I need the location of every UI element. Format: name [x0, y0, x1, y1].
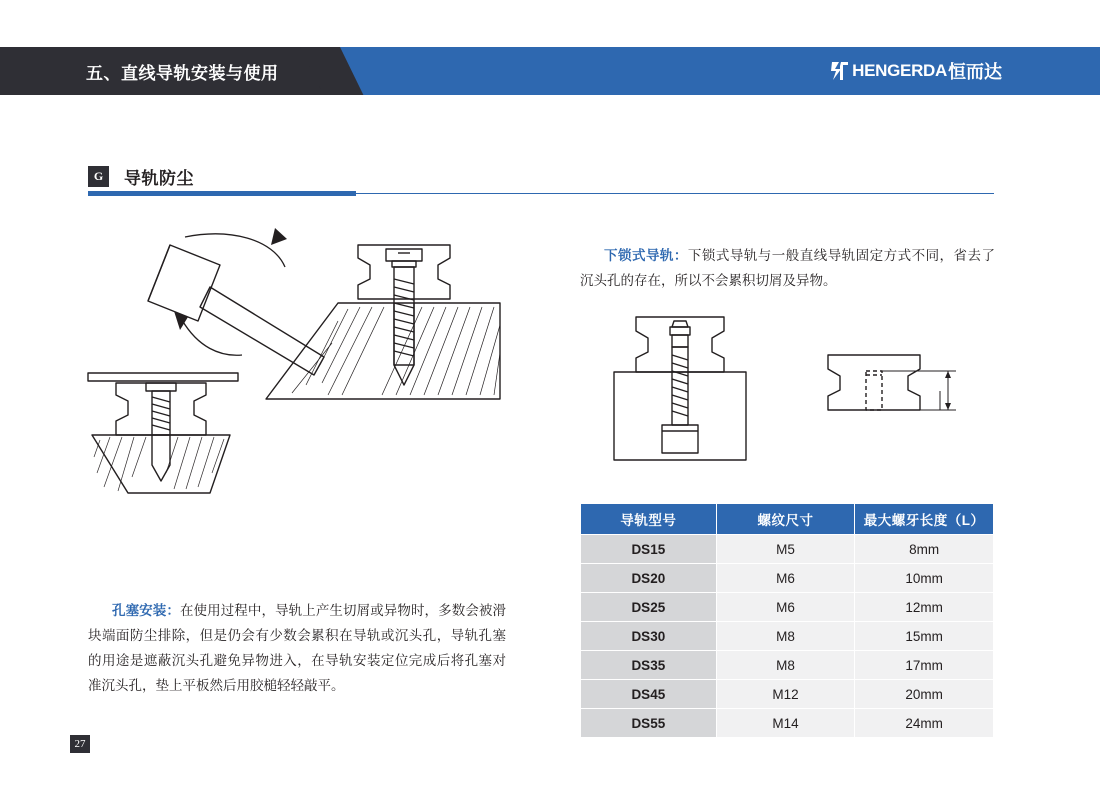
cell-length: 15mm	[855, 622, 994, 651]
cell-thread: M8	[716, 622, 855, 651]
cell-model: DS55	[581, 709, 717, 738]
cell-thread: M6	[716, 564, 855, 593]
bottom-lock-paragraph	[580, 243, 995, 293]
cell-model: DS45	[581, 680, 717, 709]
logo-text-cn: 恒而达	[948, 62, 1002, 82]
cell-model: DS35	[581, 651, 717, 680]
table-header-length: 最大螺牙长度（L）	[855, 504, 994, 535]
hammer-and-plug-installation-diagram	[70, 225, 550, 520]
cell-length: 24mm	[855, 709, 994, 738]
section-heading	[88, 164, 194, 189]
table-row	[581, 622, 994, 651]
plug-installation-paragraph-lead: 孔塞安装：	[112, 603, 180, 618]
table-row	[581, 651, 994, 680]
cell-thread: M12	[716, 680, 855, 709]
chapter-title: 五、直线导轨安装与使用	[86, 64, 279, 83]
brand-logo	[830, 58, 1002, 84]
cell-thread: M5	[716, 535, 855, 564]
cell-length: 8mm	[855, 535, 994, 564]
table-row	[581, 680, 994, 709]
rail-thread-spec-table	[580, 503, 994, 738]
table-row	[581, 593, 994, 622]
page-header	[0, 47, 1100, 95]
cell-model: DS25	[581, 593, 717, 622]
hengerda-logo-icon	[830, 60, 850, 82]
cell-length: 10mm	[855, 564, 994, 593]
section-badge: G	[88, 166, 109, 187]
thread-length-dimension-diagram	[820, 335, 970, 460]
cell-model: DS20	[581, 564, 717, 593]
plug-installation-paragraph	[88, 598, 506, 698]
section-rule-thick	[88, 191, 356, 196]
cell-length: 20mm	[855, 680, 994, 709]
cell-thread: M8	[716, 651, 855, 680]
cell-model: DS15	[581, 535, 717, 564]
table-row	[581, 709, 994, 738]
cell-length: 12mm	[855, 593, 994, 622]
plug-installation-paragraph-body: 在使用过程中，导轨上产生切屑或异物时，多数会被滑块端面防尘排除，但是仍会有少数会累积在导轨或沉头孔，导轨孔塞的用途是遮蔽沉头孔避免异物进入，在导轨安装定位完成后将孔塞对准沉头孔，垫上平板然后用胶槌轻轻敲平。	[88, 603, 507, 693]
section-title: 导轨防尘	[124, 169, 194, 188]
logo-text-en: HENGERDA	[852, 61, 947, 80]
bottom-lock-paragraph-lead: 下锁式导轨：	[604, 248, 688, 263]
cell-thread: M14	[716, 709, 855, 738]
bottom-lock-rail-section-diagram	[600, 305, 760, 485]
cell-length: 17mm	[855, 651, 994, 680]
page-number: 27	[70, 735, 90, 753]
table-row	[581, 535, 994, 564]
cell-model: DS30	[581, 622, 717, 651]
section-rule-thin	[356, 193, 994, 194]
table-header-row	[581, 504, 994, 535]
table-header-thread: 螺纹尺寸	[716, 504, 855, 535]
cell-thread: M6	[716, 593, 855, 622]
table-header-model: 导轨型号	[581, 504, 717, 535]
table-row	[581, 564, 994, 593]
bottom-lock-paragraph-body: 下锁式导轨与一般直线导轨固定方式不同，省去了沉头孔的存在，所以不会累积切屑及异物。	[580, 248, 996, 288]
